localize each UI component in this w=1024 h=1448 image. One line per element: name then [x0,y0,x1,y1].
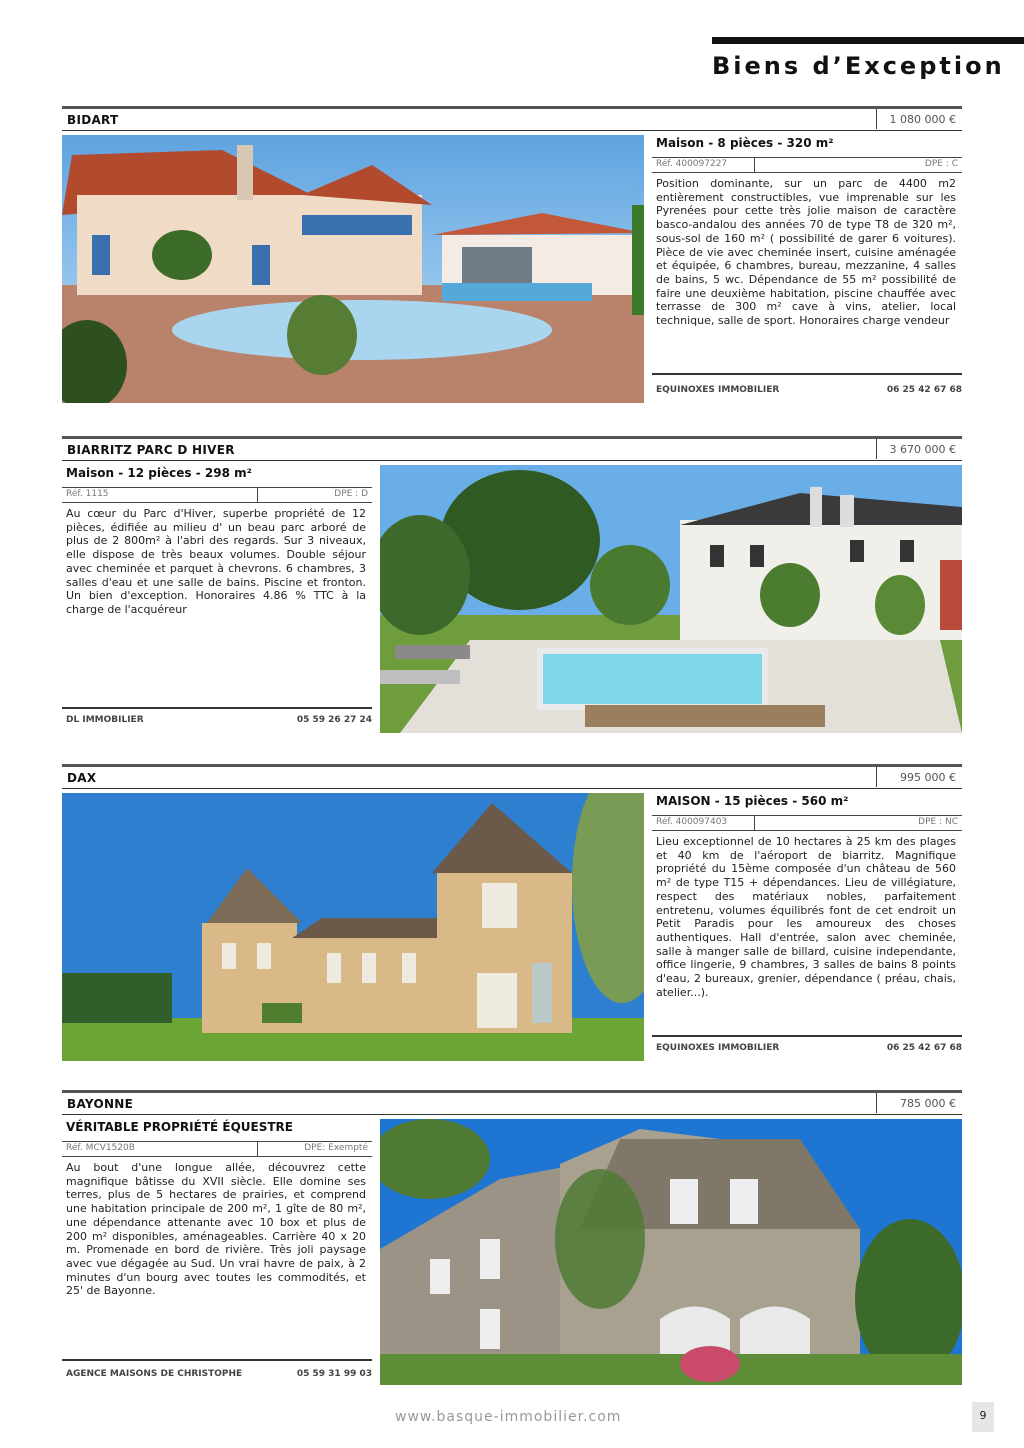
ref-divider [754,816,755,830]
ref-row [652,815,962,831]
description: Lieu exceptionnel de 10 hectares à 25 km des plages et 40 km de l'aéroport de biarritz. Magnifique propriété du 15ème composée d'un château de 560 m² de type T15 + dépendances. Lieu de villégiature, respect des matériaux nobles, parfaitement entretenu, volumes équilibrés font de cet endroit un Petit Paradis pour les amoureux des choses authentiques. Hall d'entrée, salon avec cheminée, salle à manger salle de billard, cuisine independante, office lingerie, 9 chambres, 3 salles de bains 8 points d'eau, 2 bureaux, grenier, dépendance ( préau, chais, atelier...). [656,835,956,999]
description: Au cœur du Parc d'Hiver, superbe propriété de 12 pièces, édifiée au milieu d' un beau parc arboré de plus de 2 800m² à l'abri des regards. Sur 3 niveaux, elle dispose de très beaux volumes. Double séjour avec cheminée et parquet à chevrons. 6 chambres, 3 salles d'eau et une salle de bains. Piscine et fronton. Un bien d'exception. Honoraires 4.86 % TTC à la charge de l'acquéreur [66,507,366,616]
description: Au bout d'une longue allée, découvrez cette magnifique bâtisse du XVII siècle. Elle domine ses terres, plus de 5 hectares de prairies, et comprend une habitation principale de 200 m², 1 gîte de 80 m², une dépendance attenante avec 10 box et plus de 200 m² disponibles, aménageables. Carrière 40 x 20 m. Promenade en bord de rivière. Très joli paysage avec vue dégagée au Sud. Un vrai havre de paix, à 2 minutes d'un bourg avec toutes les commodités, et 25' de Bayonne. [66,1161,366,1298]
agency-name: DL IMMOBILIER [66,715,144,725]
ref-number: Réf. 400097227 [656,159,728,169]
dpe-rating: DPE : D [334,489,368,499]
listing-price: 3 670 000 € [876,439,962,459]
agency-rule [62,1359,372,1361]
listing-top-rule [62,1090,962,1093]
ref-number: Réf. 1115 [66,489,109,499]
listing-details [62,465,372,733]
listing-details [652,793,962,1061]
property-type: Maison - 12 pièces - 298 m² [66,466,252,480]
listing-location: DAX [67,771,97,785]
property-type: Maison - 8 pièces - 320 m² [656,136,834,150]
listing-bayonne [62,1090,962,1390]
ref-number: Réf. 400097403 [656,817,728,827]
listing-biarritz [62,436,962,736]
agency-name: AGENCE MAISONS DE CHRISTOPHE [66,1369,243,1379]
agency-rule [62,707,372,709]
agency-phone: 05 59 26 27 24 [296,715,372,725]
property-photo [62,793,644,1061]
row-rule [62,1114,962,1115]
dpe-rating: DPE : C [924,159,958,169]
footer-url: www.basque-immobilier.com [395,1409,622,1425]
agency-rule [652,373,962,375]
page-title: Biens d’Exception [712,52,1005,80]
agency-name: EQUINOXES IMMOBILIER [656,1043,780,1053]
row-rule [62,788,962,789]
ref-row [62,1141,372,1157]
row-rule [62,130,962,131]
description: Position dominante, sur un parc de 4400 m2 entièrement constructibles, vue imprenable sur les Pyrenées pour cette très jolie maison de caractère basco-andalou des années 70 de type T8 de 320 m², sous-sol de 160 m² ( possibilité de garer 6 voitures). Pièce de vie avec cheminée insert, cuisine aménagée et équipée, 6 chambres, bureau, mezzanine, 4 salles de bains, 5 wc. Dépendance de 55 m² possibilité de faire une deuxième habitation, piscine chauffée avec terrasse de 300 m² cave à vins, atelier, local technique, salle de sport. Honoraires charge vendeur [656,177,956,328]
ref-number: Réf. MCV1520B [66,1143,135,1153]
ref-row [652,157,962,173]
row-rule [62,460,962,461]
listing-bidart [62,106,962,406]
property-photo [380,1119,962,1385]
property-type: MAISON - 15 pièces - 560 m² [656,794,849,808]
listing-top-rule [62,106,962,109]
header-bar [712,37,1024,44]
agency-phone: 06 25 42 67 68 [886,1043,962,1053]
listing-price: 1 080 000 € [876,109,962,129]
ref-divider [754,158,755,172]
dpe-rating: DPE : NC [918,817,958,827]
page-number: 9 [972,1402,994,1432]
ref-row [62,487,372,503]
listing-dax [62,764,962,1064]
property-photo [380,465,962,733]
listing-details [62,1119,372,1387]
listing-top-rule [62,436,962,439]
agency-rule [652,1035,962,1037]
agency-phone: 05 59 31 99 03 [296,1369,372,1379]
listing-location: BIARRITZ PARC D HIVER [67,443,235,457]
listing-location: BIDART [67,113,119,127]
ref-divider [257,488,258,502]
ref-divider [257,1142,258,1156]
dpe-rating: DPE: Exempté [304,1143,368,1153]
property-type: VÉRITABLE PROPRIÉTÉ ÉQUESTRE [66,1120,293,1134]
listing-price: 995 000 € [876,767,962,787]
listing-price: 785 000 € [876,1093,962,1113]
listing-details [652,135,962,403]
property-photo [62,135,644,403]
agency-name: EQUINOXES IMMOBILIER [656,385,780,395]
agency-phone: 06 25 42 67 68 [886,385,962,395]
listing-top-rule [62,764,962,767]
listing-location: BAYONNE [67,1097,134,1111]
